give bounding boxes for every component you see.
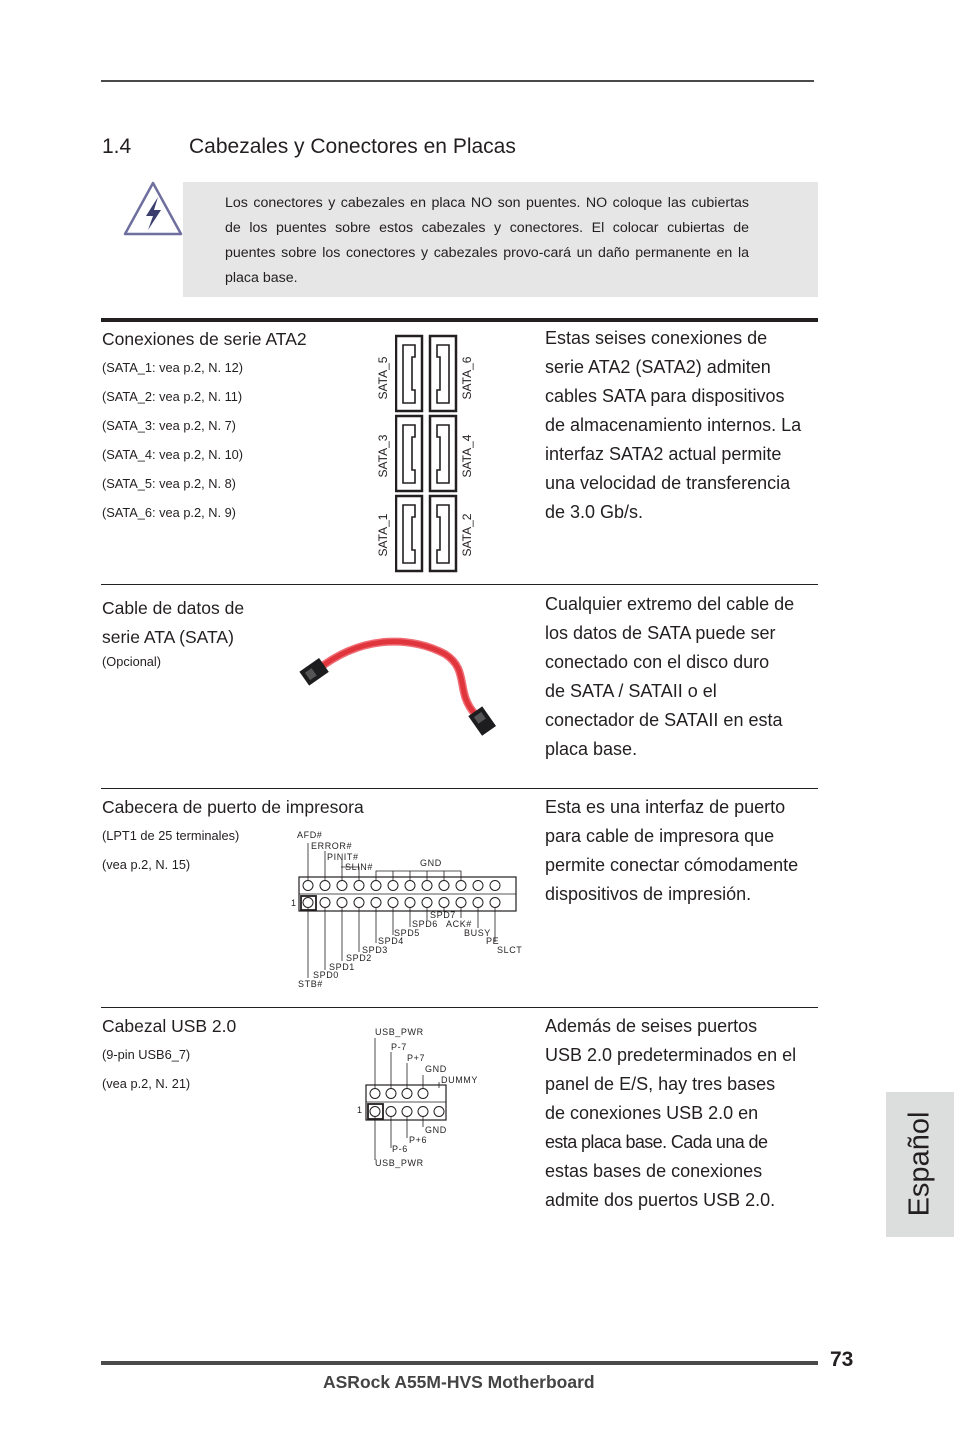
pin-label: AFD# — [297, 830, 323, 840]
pin-label: SPD2 — [346, 953, 372, 963]
printer-sub: (LPT1 de 25 terminales) — [102, 828, 240, 843]
pin-label: SPD1 — [329, 962, 355, 972]
sata-ref: (SATA_1: vea p.2, N. 12) — [102, 360, 244, 375]
section-number: 1.4 — [102, 135, 132, 158]
pin-label: SPD0 — [313, 970, 339, 980]
printer-header-diagram — [285, 830, 530, 990]
pin-label: ACK# — [446, 919, 472, 929]
pin-label: ERROR# — [311, 841, 353, 851]
pin-label: P-6 — [392, 1144, 408, 1154]
section-divider — [101, 788, 818, 789]
sata-port-label: SATA_3 — [376, 434, 390, 478]
sata-port-label: SATA_2 — [460, 513, 474, 557]
pin-label: DUMMY — [441, 1075, 478, 1085]
sata-port-label: SATA_6 — [460, 356, 474, 400]
pin-label: SPD3 — [362, 945, 388, 955]
pin-label: STB# — [298, 979, 323, 989]
pin-label: GND — [425, 1125, 447, 1135]
pin-1-label: 1 — [291, 898, 297, 908]
sata-port-label: SATA_4 — [460, 434, 474, 478]
footer-rule — [101, 1361, 818, 1365]
pin-label: P+7 — [407, 1053, 426, 1063]
pin-label: GND — [425, 1064, 447, 1074]
printer-description: Esta es una interfaz de puerto para cable de impresora que permite conectar cómodamente dispositivos de impresión. — [545, 797, 799, 904]
pin-label: PE — [486, 936, 500, 946]
pin-label: SPD6 — [412, 919, 438, 929]
pin-label: SLCT — [497, 945, 523, 955]
sata-port-label: SATA_5 — [376, 356, 390, 400]
section-divider — [101, 584, 818, 585]
section-title: Cabezales y Conectores en Placas — [189, 135, 516, 158]
warning-triangle-icon — [122, 180, 184, 238]
sata-ref: (SATA_4: vea p.2, N. 10) — [102, 447, 244, 462]
pin-label: SPD5 — [394, 928, 420, 938]
pin-1-label: 1 — [357, 1105, 363, 1115]
section-divider — [101, 318, 818, 322]
sata-description: Estas seises conexiones de serie ATA2 (SATA2) admiten cables SATA para dispositivos de almacenamiento internos. La interfaz SATA2 actual permite una velocidad de transferencia de 3.0 Gb/s. — [545, 328, 802, 522]
usb-description: Además de seises puertos USB 2.0 predeterminados en el panel de E/S, hay tres bases de conexiones USB 2.0 en esta placa base. Cada una de estas bases de conexiones admite dos puertos USB 2.0. — [545, 1016, 797, 1210]
usb-label: Cabezal USB 2.0 — [102, 1016, 237, 1036]
pin-label: SPD4 — [378, 936, 404, 946]
printer-ref: (vea p.2, N. 15) — [102, 857, 191, 872]
sata-ref: (SATA_2: vea p.2, N. 11) — [102, 389, 243, 404]
top-rule — [101, 80, 814, 82]
pin-label: SPD7 — [430, 910, 456, 920]
pin-label: USB_PWR — [375, 1027, 424, 1037]
pin-label: BUSY — [464, 928, 491, 938]
pin-label: USB_PWR — [375, 1158, 424, 1168]
pin-label: PINIT# — [327, 852, 359, 862]
pin-label: P-7 — [391, 1042, 407, 1052]
sata-ref: (SATA_5: vea p.2, N. 8) — [102, 476, 236, 491]
sata-connectors-diagram — [395, 333, 460, 573]
cable-description: Cualquier extremo del cable de los datos de SATA puede ser conectado con el disco duro de SATA / SATAII o el conectador de SATAII en esta placa base. — [545, 594, 795, 759]
footer-text: ASRock A55M-HVS Motherboard — [323, 1372, 595, 1392]
sata-cable-image — [295, 632, 500, 742]
pin-label: P+6 — [409, 1135, 428, 1145]
sata-ref: (SATA_6: vea p.2, N. 9) — [102, 505, 236, 520]
language-tab: Español — [886, 1092, 954, 1237]
warning-text: Los conectores y cabezales en placa NO son puentes. NO coloque las cubiertas de los puentes sobre estos cabezales y conectores. El colocar cubiertas de puentes sobre los conectores y cabezales provo-cará un daño permanente en la placa base. — [225, 195, 749, 286]
cable-label: Cable de datos de serie ATA (SATA) — [102, 598, 245, 647]
printer-label: Cabecera de puerto de impresora — [102, 797, 364, 817]
usb-header-diagram — [360, 1030, 460, 1170]
usb-ref: (vea p.2, N. 21) — [102, 1076, 191, 1091]
sata-port-label: SATA_1 — [376, 513, 390, 557]
usb-sub: (9-pin USB6_7) — [102, 1047, 191, 1062]
section-divider — [101, 1007, 818, 1008]
pin-label: GND — [420, 858, 442, 868]
sata-label: Conexiones de serie ATA2 — [102, 329, 307, 349]
page-number: 73 — [830, 1348, 854, 1371]
cable-note: (Opcional) — [102, 654, 162, 669]
sata-ref: (SATA_3: vea p.2, N. 7) — [102, 418, 236, 433]
pin-label: SLIN# — [345, 862, 374, 872]
